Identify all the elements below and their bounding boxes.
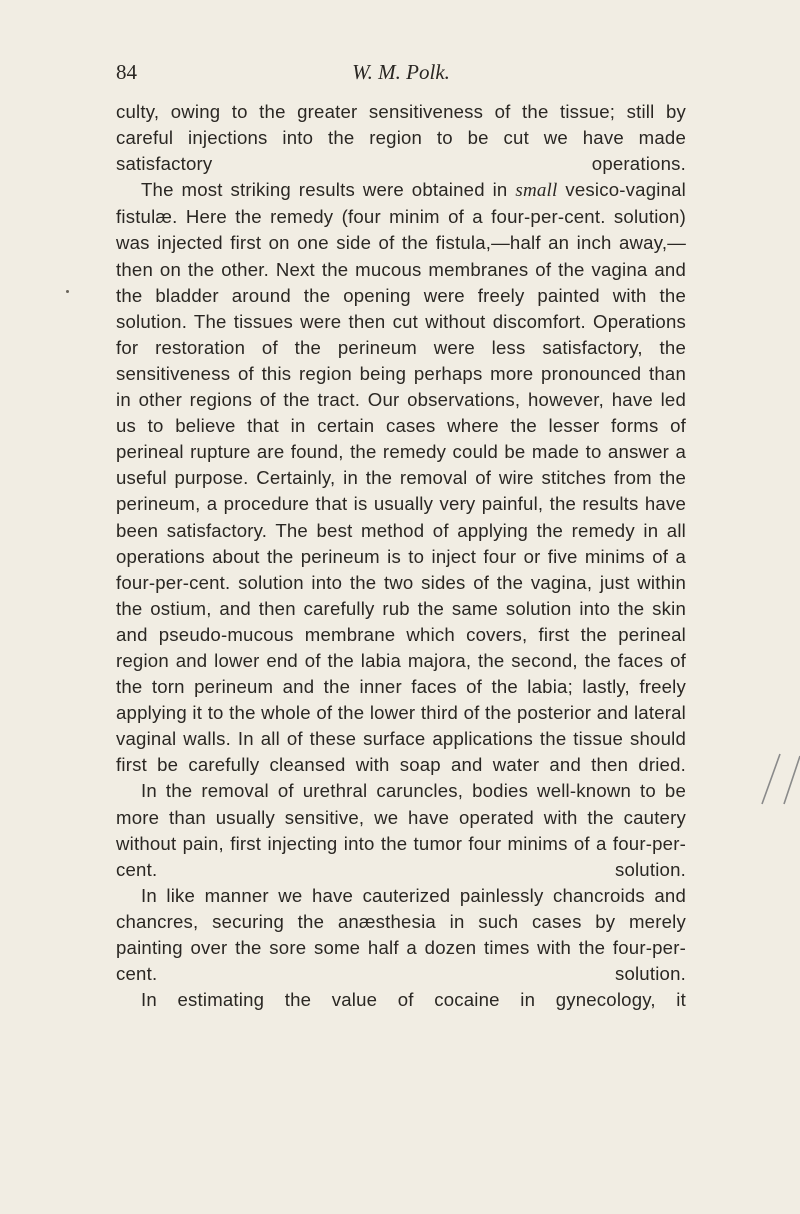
paragraph-1: culty, owing to the greater sensitiveness of the tissue; still by careful injections into the region to be cut we have made satisfactory operations. — [116, 101, 686, 175]
paragraph-2-rest: vesico-vaginal fistulæ. Here the remedy (four minim of a four-per-cent. solution) was injected first on one side of the fistula,—half an inch away,—then on the other. Next the mucous membranes of the vagina and the bladder around the opening were freely painted with the solution. The tissues were then cut without discomfort. Operations for restoration of the perineum were less satisfactory, the sensitiveness of this region being perhaps more pronounced than in other regions of the tract. Our observations, however, have led us to believe that in certain cases where the lesser forms of perineal rupture are found, the remedy could be made to answer a useful purpose. Certainly, in the removal of wire stitches from the perineum, a procedure that is usually very painful, the results have been satisfactory. The best method of applying the remedy in all operations about the perineum is to inject four or five minims of a four-per-cent. solution into the two sides of the vagina, just within the ostium, and then carefully rub the same solution into the skin and pseudo-mucous membrane which covers, first the perineal region and lower end of the labia majora, the second, the faces of the torn perineum and the inner faces of the labia; lastly, freely applying it to the whole of the lower third of the posterior and lateral vaginal walls. In all of these surface applications the tissue should first be carefully cleansed with soap and water and then dried. — [116, 179, 687, 776]
pencil-stroke-left — [762, 754, 780, 804]
emphasis-small: small — [515, 180, 558, 202]
paragraph-5: In estimating the value of cocaine in gynecology, it — [141, 989, 686, 1011]
pencil-mark — [760, 726, 800, 806]
paragraph-4: In like manner we have cauterized painlessly chancroids and chancres, securing the anæsthesia in such cases by merely painting over the sore some half a dozen times with the four-per-cent. solution. — [116, 884, 686, 985]
running-title: W. M. Polk. — [352, 60, 450, 84]
body-text — [116, 99, 686, 1013]
paper-speck — [66, 290, 69, 293]
paragraph-2 — [116, 177, 686, 778]
page-number: 84 — [116, 60, 137, 84]
paragraph-2-start: The most striking results were obtained in — [141, 179, 516, 201]
running-head — [116, 60, 686, 88]
pencil-stroke-right — [784, 756, 800, 804]
paragraph-3: In the removal of urethral caruncles, bodies well-known to be more than usually sensitive, we have operated with the cautery without pain, first injecting into the tumor four minims of a four-per-cent. solution. — [116, 780, 686, 880]
